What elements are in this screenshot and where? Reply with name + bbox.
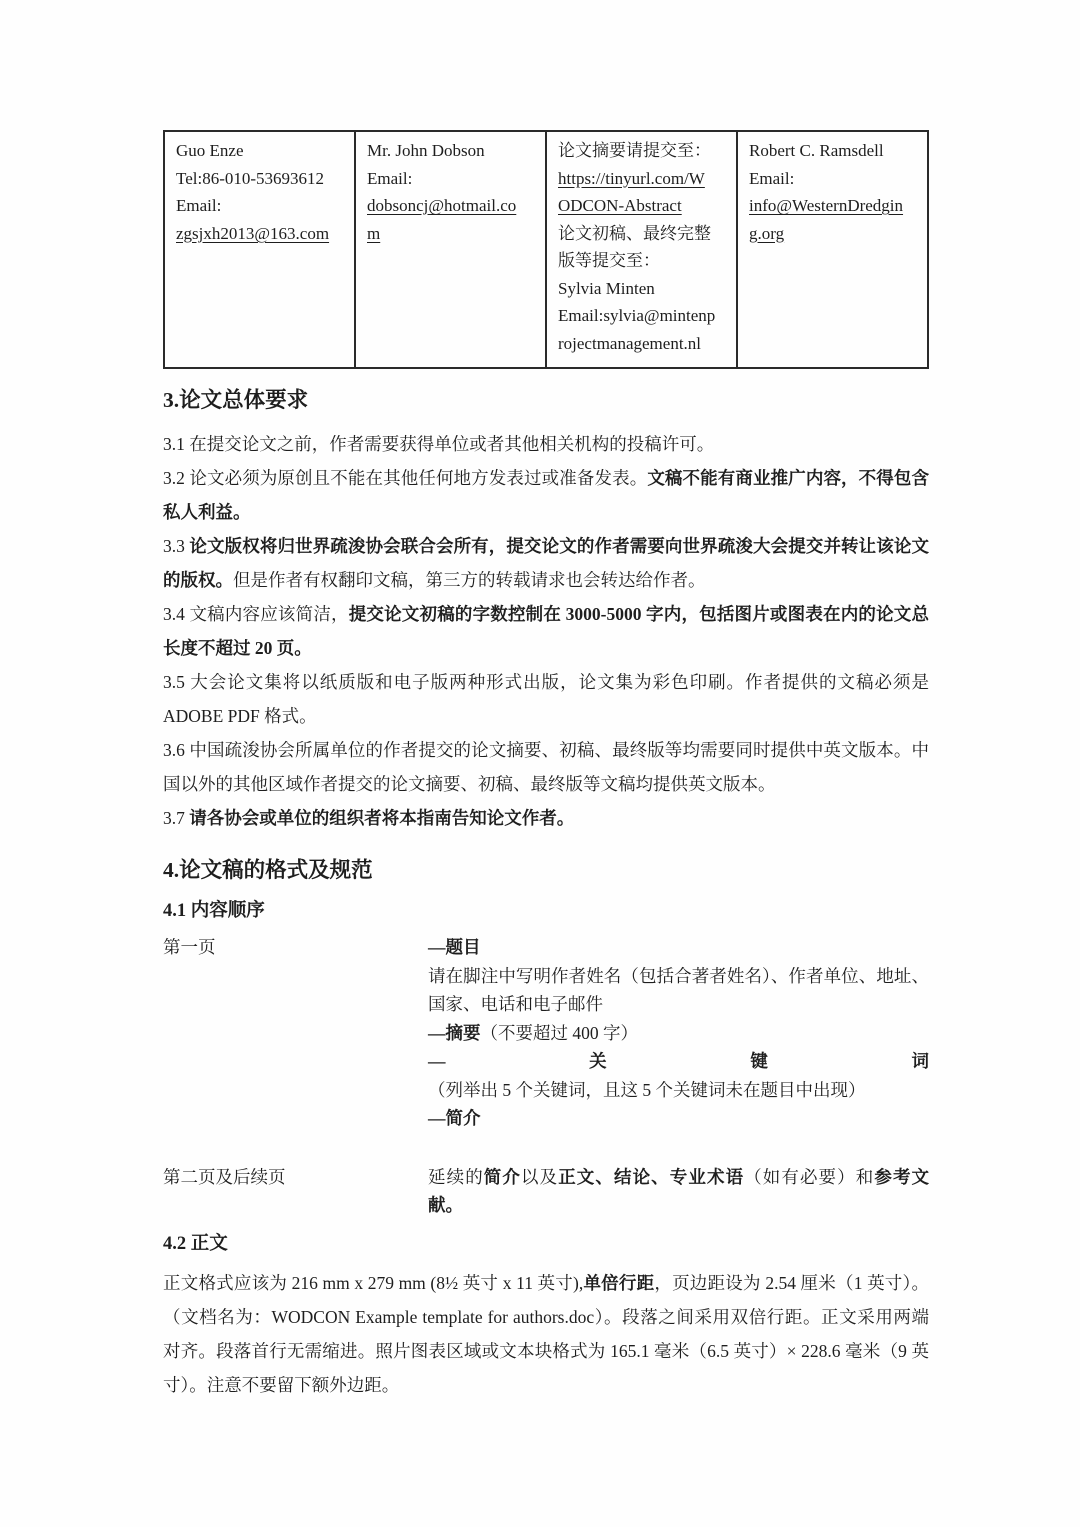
- bold-text: —简介: [428, 1108, 481, 1128]
- contact-text: Sylvia Minten: [558, 278, 655, 298]
- bold-text: 请各协会或单位的组织者将本指南告知论文作者。: [189, 808, 575, 828]
- contact-text: Mr. John Dobson: [367, 141, 485, 160]
- bold-text: 正文、结论、专业术语: [558, 1166, 745, 1187]
- bold-text: 单倍行距: [583, 1272, 655, 1293]
- hyperlink-text[interactable]: https://tinyurl.com/W: [558, 168, 705, 188]
- bold-text: 简介: [483, 1166, 521, 1187]
- body-text: 3.5 大会论文集将以纸质版和电子版两种形式出版，论文集为彩色印刷。作者提供的文稿必须是 ADOBE PDF 格式。: [163, 672, 929, 726]
- para-4-2-body: [163, 1266, 929, 1402]
- heading-section-4-2: 4.2 正文: [163, 1233, 228, 1254]
- content-item: [428, 962, 929, 1019]
- heading-section-3: 3.论文总体要求: [163, 388, 309, 412]
- contact-guo-enze: [164, 131, 355, 368]
- content-item: [428, 933, 929, 962]
- row-label: 第一页: [163, 937, 216, 957]
- body-text: 3.6 中国疏浚协会所属单位的作者提交的论文摘要、初稿、最终版等均需要同时提供中英文版本。中国以外的其他区域作者提交的论文摘要、初稿、最终版等文稿均提供英文版本。: [163, 740, 929, 794]
- contact-submission-addresses: [546, 131, 737, 368]
- contact-text: Robert C. Ramsdell: [749, 141, 884, 160]
- contact-text: 论文摘要请提交至：: [558, 141, 711, 160]
- content-item: [428, 1163, 929, 1220]
- body-text: ，页边距设为 2.54 厘米（1 英寸）。（文档名为：WODCON Example template for authors.doc）。段落之间采用双倍行距。正文采用两端对齐。段落首行无需缩进。照片图表区域或文本块格式为 165.1 毫米（6.5 英寸）× 228.6 毫米（9 英寸）。注意不要留下额外边距。: [163, 1272, 930, 1395]
- content-order-page-2: [163, 1163, 929, 1220]
- body-text: 3.4 文稿内容应该简洁，: [163, 604, 349, 624]
- para-3-1: [163, 427, 929, 461]
- body-text: 3.3: [163, 536, 190, 556]
- para-3-4: [163, 597, 929, 665]
- contact-text: Email:: [176, 196, 222, 215]
- body-text: 以及: [521, 1166, 559, 1187]
- bold-text: —摘要: [428, 1022, 481, 1043]
- contact-text: Tel:86-010-53693612: [176, 168, 325, 188]
- body-text: 3.1 在提交论文之前，作者需要获得单位或者其他相关机构的投稿许可。: [163, 434, 715, 454]
- row-label: 第二页及后续页: [163, 1166, 286, 1187]
- para-3-2: [163, 461, 929, 529]
- hyperlink-text[interactable]: zgsjxh2013@163.com: [176, 223, 330, 243]
- content-item: [428, 1047, 929, 1104]
- body-text: 正文格式应该为 216 mm x 279 mm (8½ 英寸 x 11 英寸),: [163, 1272, 584, 1293]
- contact-john-dobson: [355, 131, 546, 368]
- para-3-5: [163, 665, 929, 733]
- contact-text: Email:sylvia@mintenp: [558, 306, 716, 325]
- document-content: [163, 130, 929, 1402]
- body-text: 请在脚注中写明作者姓名（包括合著者姓名）、作者单位、地址、国家、电话和电子邮件: [428, 965, 929, 1014]
- contact-table: [163, 130, 929, 369]
- row-content: [428, 1163, 929, 1220]
- body-text: （不要超过 400 字）: [480, 1022, 638, 1043]
- bold-text: 提交论文初稿的字数控制在 3000-5000 字内，包括图片或图表在内的论文总长度不超过 20 页。: [163, 604, 929, 658]
- content-order-page-1: [163, 933, 929, 1133]
- bold-text: —关键词: [428, 1051, 929, 1071]
- bold-text: —题目: [428, 937, 481, 957]
- bold-text: 参考文献。: [428, 1166, 930, 1215]
- body-text: 3.7: [163, 808, 190, 828]
- contact-text: rojectmanagement.nl: [558, 333, 702, 353]
- contact-robert-ramsdell: [737, 131, 928, 368]
- body-text: 但是作者有权翻印文稿，第三方的转载请求也会转达给作者。: [233, 570, 706, 590]
- body-text: 3.2 论文必须为原创且不能在其他任何地方发表过或准备发表。: [163, 468, 648, 488]
- para-3-6: [163, 733, 929, 801]
- row-content: [428, 933, 929, 1133]
- bold-text: 文稿不能有商业推广内容，不得包含私人利益。: [163, 468, 930, 522]
- hyperlink-text[interactable]: info@WesternDredgin: [749, 196, 904, 215]
- document-body: [163, 383, 929, 1402]
- heading-section-4-1: 4.1 内容顺序: [163, 901, 265, 921]
- contact-text: 版等提交至：: [558, 251, 660, 270]
- contact-text: Guo Enze: [176, 141, 244, 160]
- content-item: [428, 1104, 929, 1133]
- body-text: （列举出 5 个关键词，且这 5 个关键词未在题目中出现）: [428, 1079, 866, 1100]
- body-text: （如有必要）和: [744, 1166, 875, 1187]
- hyperlink-text[interactable]: m: [367, 223, 381, 243]
- contact-text: 论文初稿、最终完整: [558, 223, 711, 243]
- contact-table-row: [164, 131, 928, 368]
- body-text: 延续的: [428, 1166, 484, 1187]
- para-3-7: [163, 801, 929, 835]
- para-3-3: [163, 529, 929, 597]
- heading-section-4: 4.论文稿的格式及规范: [163, 858, 373, 882]
- bold-text: 论文版权将归世界疏浚协会联合会所有，提交论文的作者需要向世界疏浚大会提交并转让该论文的版权。: [163, 536, 930, 590]
- hyperlink-text[interactable]: dobsoncj@hotmail.co: [367, 196, 517, 215]
- contact-text: Email:: [367, 168, 413, 188]
- hyperlink-text[interactable]: g.org: [749, 223, 785, 243]
- hyperlink-text[interactable]: ODCON-Abstract: [558, 196, 682, 215]
- content-item: [428, 1019, 929, 1048]
- contact-text: Email:: [749, 168, 795, 188]
